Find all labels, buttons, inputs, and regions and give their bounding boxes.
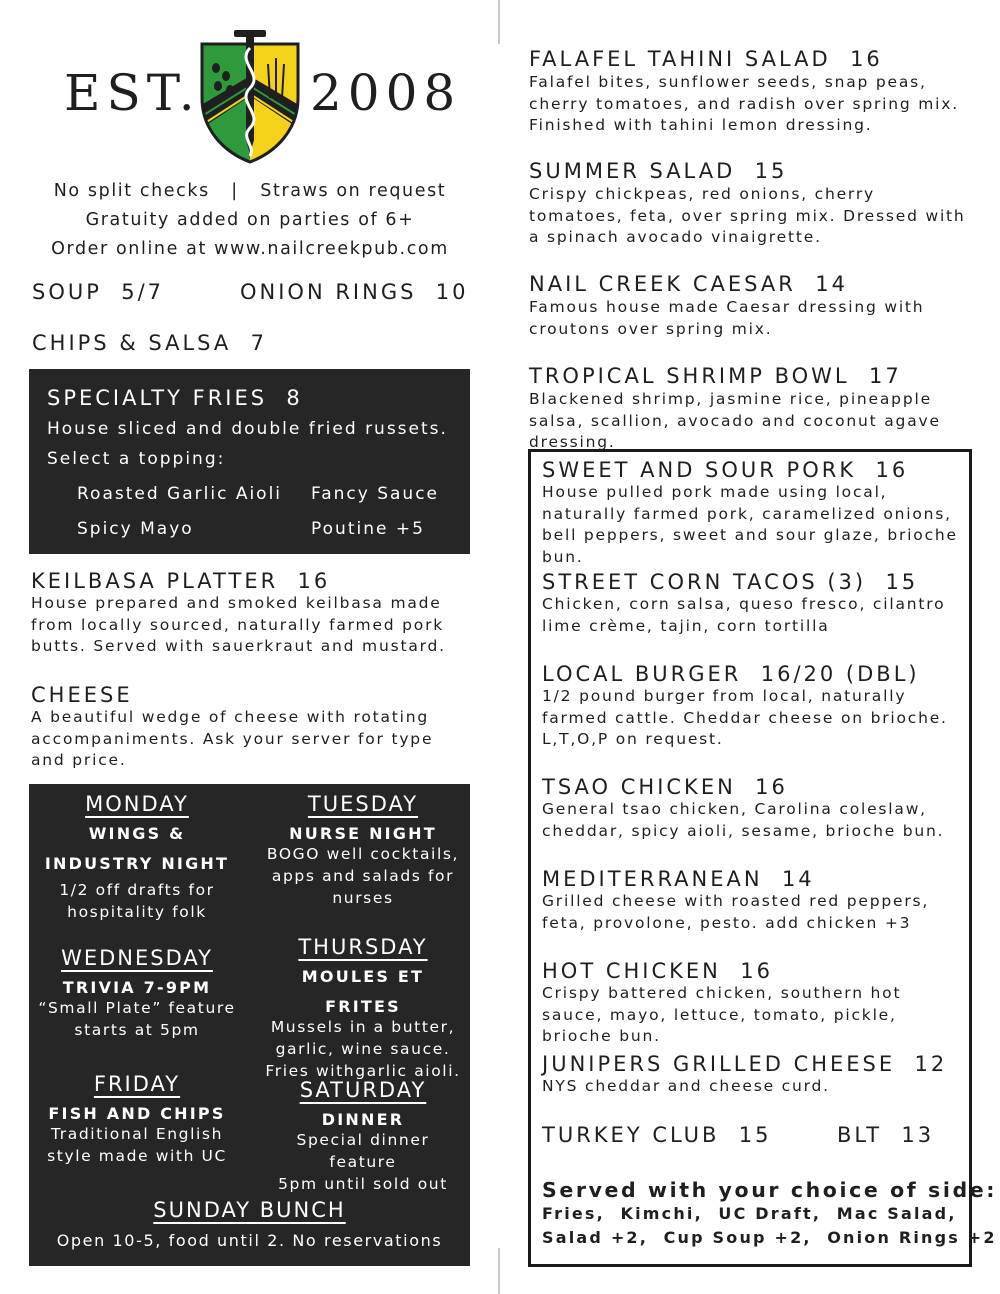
soup-item: SOUP 5/7 bbox=[32, 280, 165, 304]
day-name: THURSDAY bbox=[298, 935, 428, 959]
sandwich-title: JUNIPERS GRILLED CHEESE 12 bbox=[542, 1052, 948, 1076]
specialty-fries-box bbox=[29, 369, 470, 554]
special-text: garlic, wine sauce. bbox=[275, 1040, 451, 1059]
friday-special bbox=[37, 1072, 237, 1167]
special-subtitle: DINNER bbox=[321, 1110, 405, 1130]
sandwich-title: HOT CHICKEN 16 bbox=[542, 959, 773, 983]
sides-line-1: Fries, Kimchi, UC Draft, Mac Salad, bbox=[542, 1204, 957, 1223]
sandwich-desc: General tsao chicken, Carolina coleslaw, cheddar, spicy aioli, sesame, brioche bun. bbox=[542, 800, 945, 840]
sandwich-desc: Chicken, corn salsa, queso fresco, cilantro lime crème, tajin, corn tortilla bbox=[542, 595, 946, 635]
keilbasa-title: KEILBASA PLATTER 16 bbox=[31, 569, 331, 593]
est-label: EST. bbox=[64, 64, 201, 122]
sandwich-desc: House pulled pork made using local, naturally farmed pork, caramelized onions, bell peppers, sweet and sour glaze, brioche bun. bbox=[542, 483, 958, 566]
column-divider-bottom bbox=[498, 1248, 500, 1294]
sandwich-title: STREET CORN TACOS (3) 15 bbox=[542, 570, 919, 594]
sandwich-desc: Grilled cheese with roasted red peppers, feta, provolone, pesto. add chicken +3 bbox=[542, 892, 930, 932]
special-subtitle: INDUSTRY NIGHT bbox=[44, 854, 230, 874]
day-name: SUNDAY BUNCH bbox=[153, 1198, 346, 1222]
weekly-specials-box bbox=[29, 784, 470, 1266]
special-text: Special dinner feature bbox=[296, 1131, 430, 1172]
special-subtitle: NURSE NIGHT bbox=[289, 824, 437, 844]
sandwich-desc: 1/2 pound burger from local, naturally farmed cattle. Cheddar cheese on brioche. L,T,O,P on request. bbox=[542, 687, 948, 748]
wednesday-special bbox=[37, 946, 237, 1041]
topping-item: Roasted Garlic Aioli bbox=[77, 484, 283, 504]
salad-desc: Falafel bites, sunflower seeds, snap peas, cherry tomatoes, and radish over spring mix. Finished with tahini lemon dressing. bbox=[529, 73, 959, 134]
special-subtitle: WINGS & bbox=[88, 824, 186, 844]
special-text: 1/2 off drafts for bbox=[59, 881, 215, 900]
salad-title: FALAFEL TAHINI SALAD 16 bbox=[529, 47, 883, 71]
blt-item: BLT 13 bbox=[837, 1123, 935, 1147]
header-note-1: No split checks | Straws on request bbox=[53, 181, 447, 201]
keilbasa-desc: House prepared and smoked keilbasa made from locally sourced, naturally farmed pork butts. Served with sauerkraut and mustard. bbox=[31, 594, 446, 655]
tuesday-special bbox=[263, 792, 463, 909]
sandwich-title: MEDITERRANEAN 14 bbox=[542, 867, 815, 891]
onion-rings-item: ONION RINGS 10 bbox=[240, 280, 469, 304]
special-text: 5pm until sold out bbox=[278, 1175, 448, 1194]
cheese-desc: A beautiful wedge of cheese with rotating accompaniments. Ask your server for type and price. bbox=[31, 708, 434, 769]
sandwich-desc: NYS cheddar and cheese curd. bbox=[542, 1077, 830, 1095]
thursday-special bbox=[263, 935, 463, 1082]
special-text: Mussels in a butter, bbox=[270, 1018, 456, 1037]
special-text: hospitality folk bbox=[67, 903, 207, 922]
saturday-special bbox=[263, 1078, 463, 1195]
salad-desc: Blackened shrimp, jasmine rice, pineapple salsa, scallion, avocado and coconut agave dressing. bbox=[529, 390, 941, 451]
special-subtitle: FISH AND CHIPS bbox=[48, 1104, 226, 1124]
day-name: MONDAY bbox=[85, 792, 189, 816]
header-note-2: Gratuity added on parties of 6+ bbox=[85, 210, 415, 230]
specialty-fries-desc: House sliced and double fried russets. bbox=[47, 419, 448, 439]
turkey-club-item: TURKEY CLUB 15 bbox=[542, 1123, 772, 1147]
special-subtitle: MOULES ET FRITES bbox=[301, 967, 425, 1017]
special-text: style made with UC bbox=[47, 1147, 227, 1166]
sides-heading: Served with your choice of side: bbox=[542, 1178, 998, 1202]
day-name: FRIDAY bbox=[93, 1072, 181, 1096]
special-subtitle: TRIVIA 7-9PM bbox=[62, 978, 212, 998]
salad-desc: Famous house made Caesar dressing with croutons over spring mix. bbox=[529, 298, 925, 338]
special-text: starts at 5pm bbox=[74, 1021, 200, 1040]
topping-item: Fancy Sauce bbox=[311, 484, 440, 504]
day-name: TUESDAY bbox=[307, 792, 419, 816]
topping-item: Poutine +5 bbox=[311, 519, 425, 539]
special-text: Fries withgarlic aioli. bbox=[265, 1062, 461, 1081]
sandwich-title: SWEET AND SOUR PORK 16 bbox=[542, 458, 909, 482]
sandwich-desc: Crispy battered chicken, southern hot sauce, mayo, lettuce, tomato, pickle, brioche bun. bbox=[542, 984, 902, 1045]
column-divider-top bbox=[498, 0, 500, 44]
day-name: SATURDAY bbox=[299, 1078, 427, 1102]
salad-title: NAIL CREEK CAESAR 14 bbox=[529, 272, 848, 296]
sunday-special bbox=[29, 1198, 470, 1252]
special-text: Traditional English bbox=[51, 1125, 223, 1144]
topping-item: Spicy Mayo bbox=[77, 519, 194, 539]
salad-title: SUMMER SALAD 15 bbox=[529, 159, 788, 183]
special-text: apps and salads for bbox=[271, 867, 455, 886]
special-text: BOGO well cocktails, bbox=[266, 845, 460, 864]
sandwich-title: TSAO CHICKEN 16 bbox=[542, 775, 788, 799]
sides-line-2: Salad +2, Cup Soup +2, Onion Rings +2 bbox=[542, 1228, 997, 1247]
salad-title: TROPICAL SHRIMP BOWL 17 bbox=[529, 364, 902, 388]
special-text: Open 10-5, food until 2. No reservations bbox=[56, 1231, 443, 1251]
specialty-fries-select: Select a topping: bbox=[47, 449, 226, 469]
monday-special bbox=[37, 792, 237, 923]
salad-desc: Crispy chickpeas, red onions, cherry tomatoes, feta, over spring mix. Dressed with a spinach avocado vinaigrette. bbox=[529, 185, 966, 246]
header-note-3: Order online at www.nailcreekpub.com bbox=[51, 239, 449, 259]
pub-shield-logo bbox=[196, 28, 304, 164]
est-year: 2008 bbox=[310, 64, 462, 122]
day-name: WEDNESDAY bbox=[61, 946, 213, 970]
chips-salsa-item: CHIPS & SALSA 7 bbox=[32, 331, 267, 355]
specialty-fries-title: SPECIALTY FRIES 8 bbox=[47, 386, 303, 410]
cheese-title: CHEESE bbox=[31, 683, 133, 707]
special-text: nurses bbox=[332, 889, 394, 908]
special-text: “Small Plate” feature bbox=[38, 999, 236, 1018]
sandwich-title: LOCAL BURGER 16/20 (DBL) bbox=[542, 662, 920, 686]
